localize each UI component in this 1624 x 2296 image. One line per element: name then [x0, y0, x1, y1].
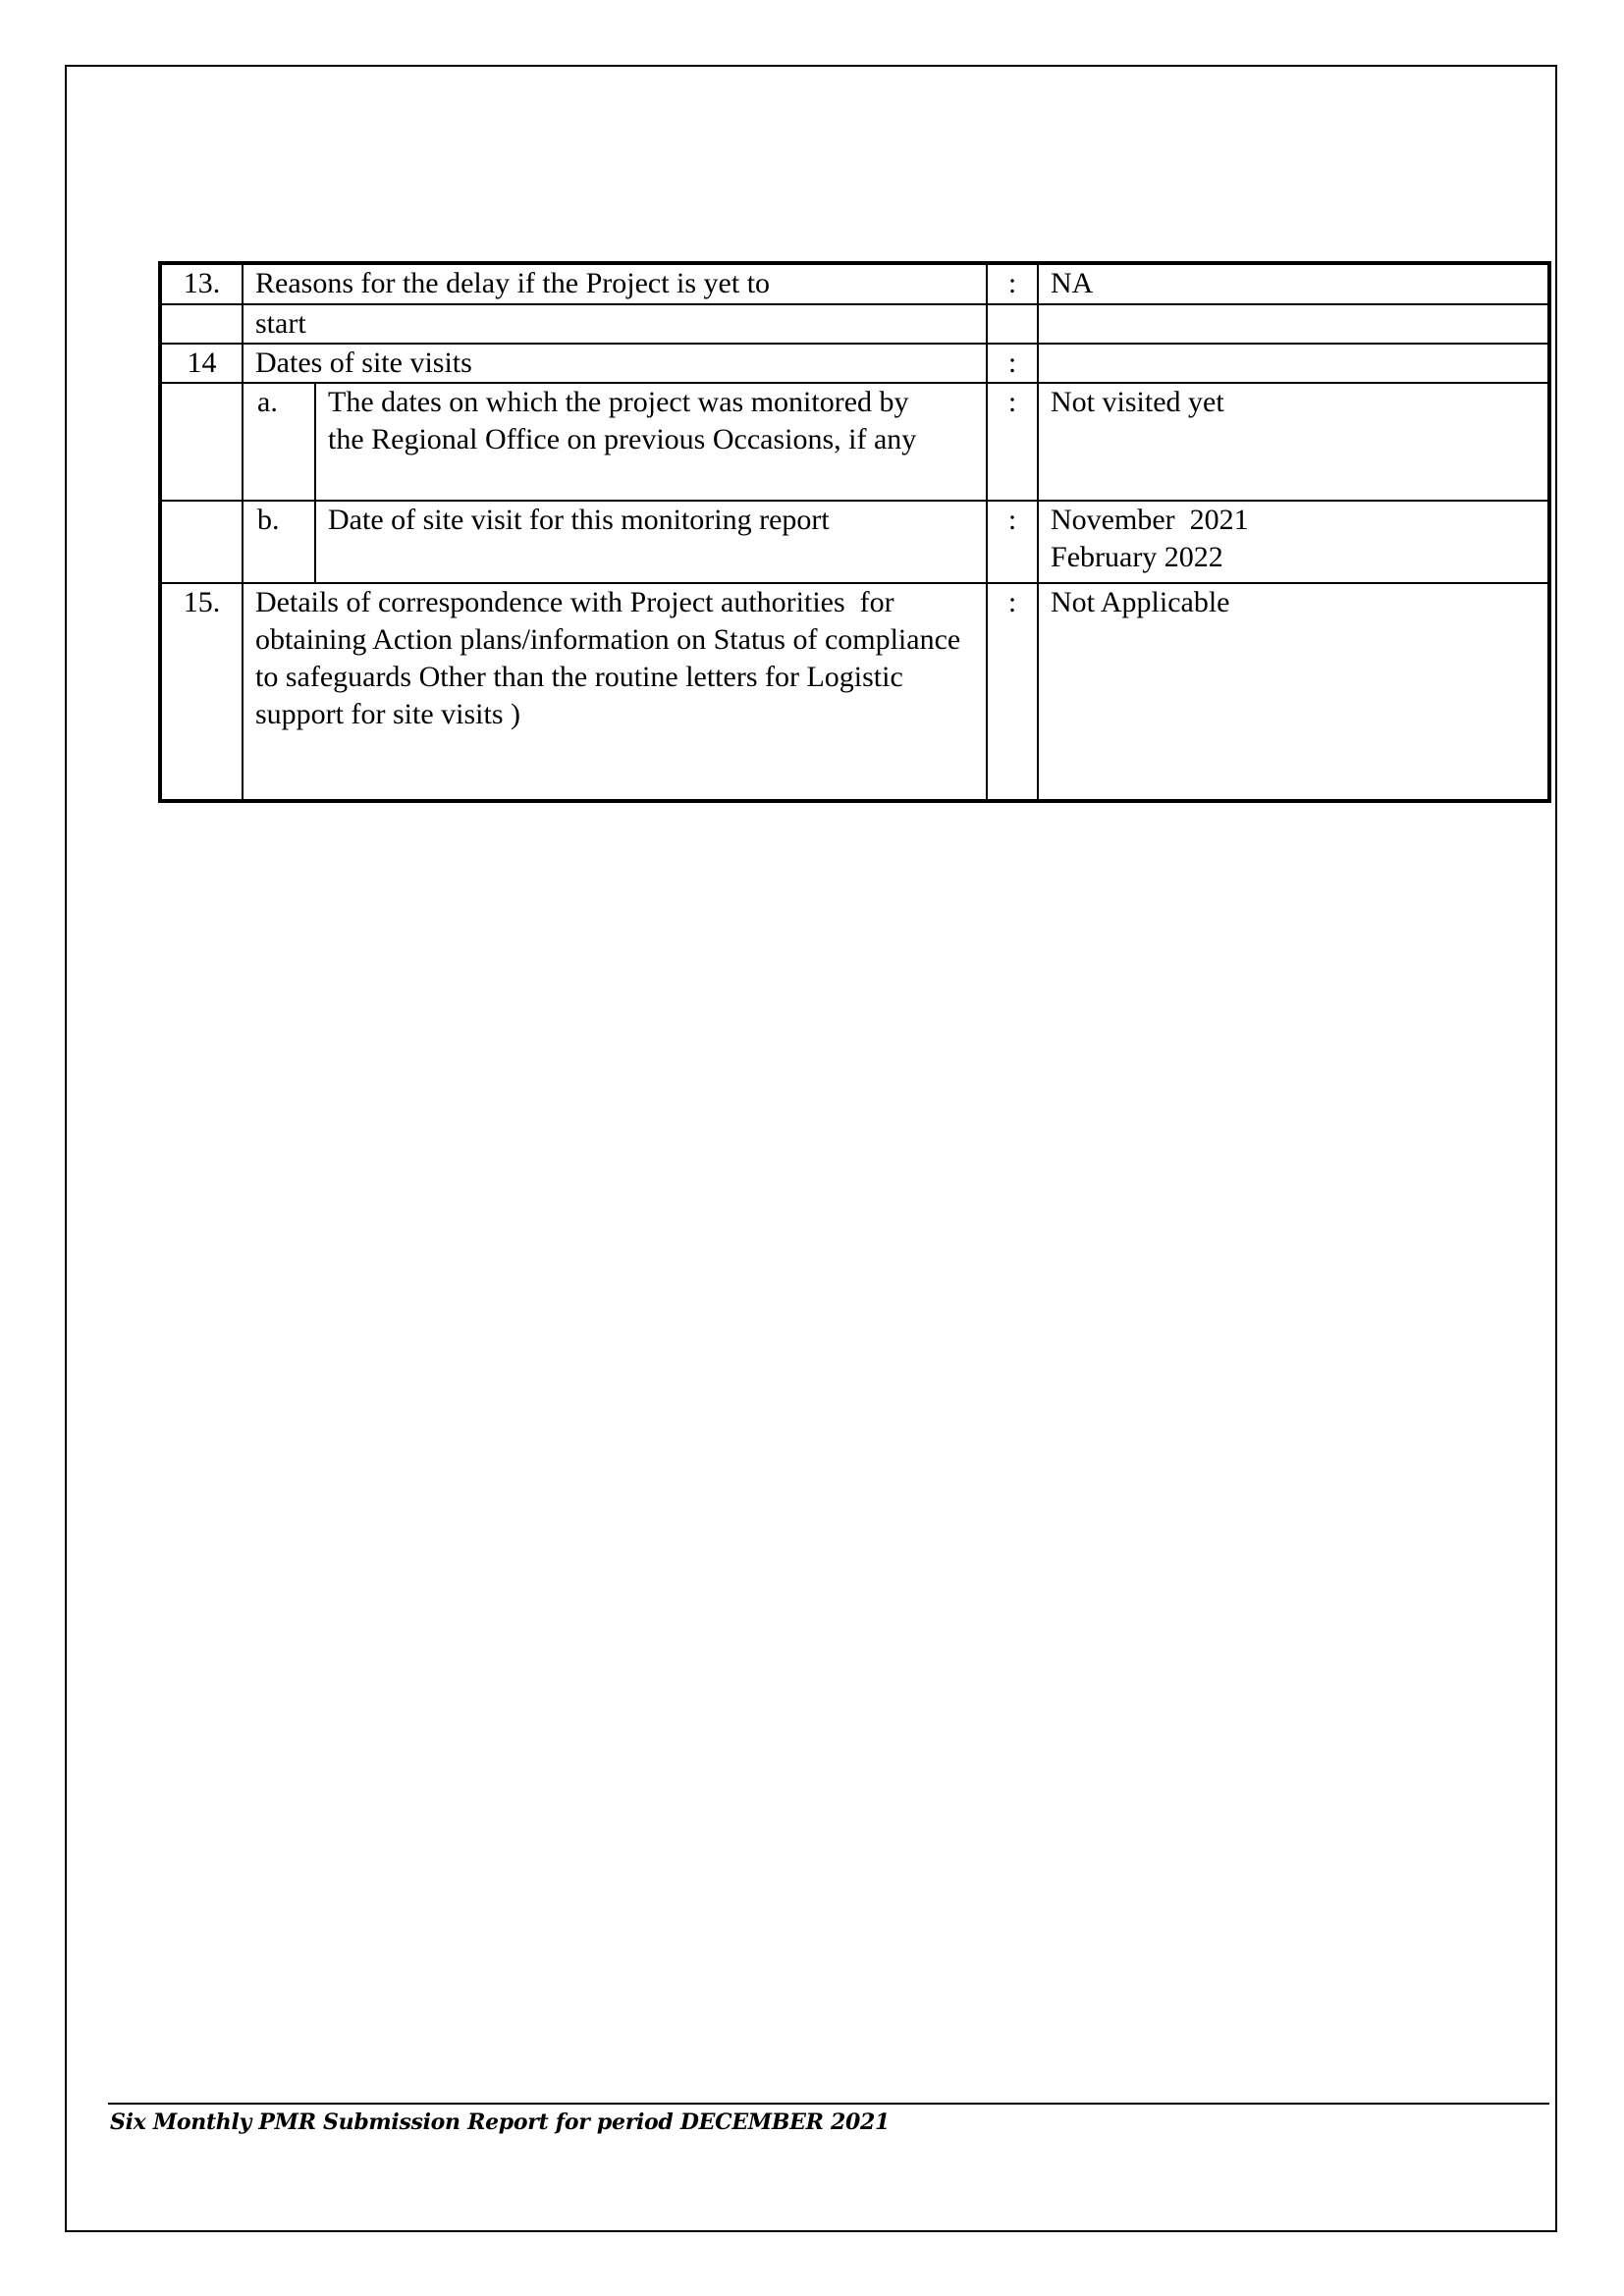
row-value — [1038, 304, 1549, 344]
row-number — [160, 383, 243, 501]
row-label: Date of site visit for this monitoring report — [315, 501, 987, 583]
row-number: 15. — [160, 583, 243, 801]
row-value: Not visited yet — [1038, 383, 1549, 501]
row-value — [1038, 344, 1549, 383]
table-row — [160, 383, 1549, 501]
footer-caption: Six Monthly PMR Submission Report for period DECEMBER 2021 — [110, 2109, 890, 2135]
row-number: 14 — [160, 344, 243, 383]
table-row — [160, 344, 1549, 383]
visit-date-1: November 2021 — [1051, 504, 1249, 536]
table-row — [160, 501, 1549, 583]
visit-date-2: February 2022 — [1051, 541, 1223, 573]
table-row — [160, 263, 1549, 304]
sub-item-letter: b. — [243, 501, 315, 583]
row-separator — [987, 304, 1038, 344]
row-separator: : — [987, 344, 1038, 383]
row-number — [160, 304, 243, 344]
row-number: 13. — [160, 263, 243, 304]
row-label: Details of correspondence with Project authorities for obtaining Action plans/information on Status of compliance to safeguards Other than the routine letters for Logistic support for site visits ) — [243, 583, 987, 801]
table-row — [160, 304, 1549, 344]
row-separator: : — [987, 263, 1038, 304]
row-value: Not Applicable — [1038, 583, 1549, 801]
row-label: Reasons for the delay if the Project is yet to — [243, 263, 987, 304]
row-separator: : — [987, 383, 1038, 501]
table-row — [160, 583, 1549, 801]
row-label: The dates on which the project was monitored by the Regional Office on previous Occasions, if any — [315, 383, 987, 501]
row-value: NA — [1038, 263, 1549, 304]
row-number — [160, 501, 243, 583]
project-details-table — [158, 261, 1551, 803]
row-value — [1038, 501, 1549, 583]
row-label: start — [243, 304, 987, 344]
sub-item-letter: a. — [243, 383, 315, 501]
footer-divider — [108, 2103, 1549, 2105]
row-separator: : — [987, 501, 1038, 583]
row-separator: : — [987, 583, 1038, 801]
row-label: Dates of site visits — [243, 344, 987, 383]
